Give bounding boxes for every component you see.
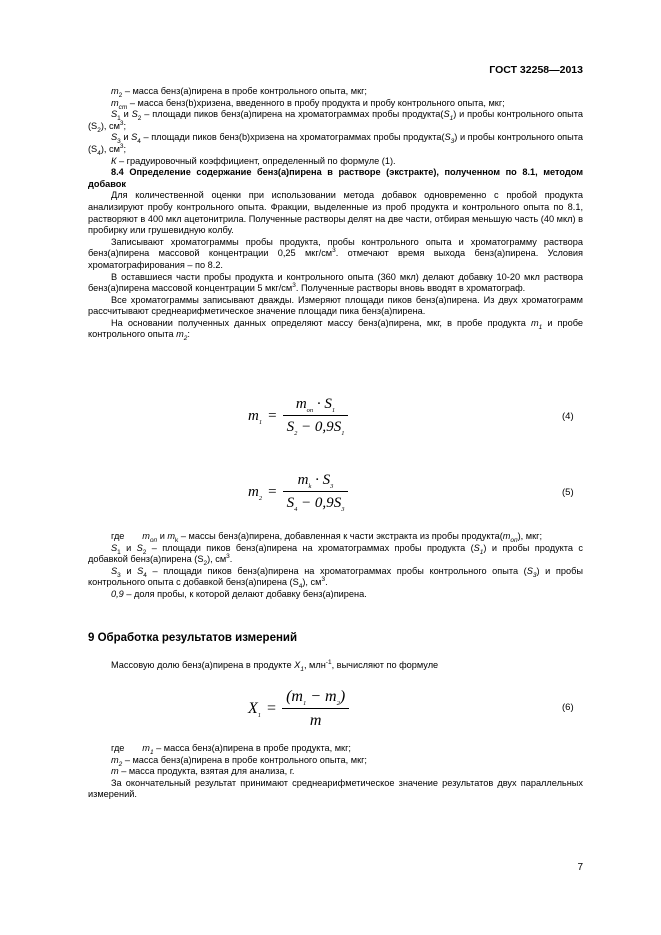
section-9-title: 9 Обработка результатов измерений <box>88 632 298 644</box>
formula-4-expression: $m_1$ = $\frac{m_{оп} \cdot S_1}{S_2 - 0,9S_1}$ <box>248 396 348 436</box>
def-k: К – градуировочный коэффициент, определенный по формуле (1). <box>111 155 396 166</box>
text-block-top <box>88 86 583 341</box>
heading-8-4: 8.4 Определение содержание бенз(а)пирена в растворе (экстракте), полученном по 8.1, методом добавок <box>88 167 583 189</box>
formula-4-lhs: $m_1$ <box>248 407 263 426</box>
formula-6-number: (6) <box>562 702 574 713</box>
where-m: m – масса продукта, взятая для анализа, г. <box>111 766 295 777</box>
para-twice: Все хроматограммы записывают дважды. Измеряют площади пиков бенз(а)пирена. Из двух хроматограмм рассчитывают среднеарифметическое значение площади пика бенз(а)пирена. <box>88 294 583 317</box>
para-remaining: В оставшиеся части пробы продукта и контрольного опыта (360 мкл) делают добавку 10-20 мкл раствора бенз(а)пирена массовой концентрации 5 мкг/$см^3$. Полученные растворы вновь вводят в хроматограф. <box>88 271 583 294</box>
where-s3-s4: $S_3$ и $S_4$ – площади пиков бенз(а)пирена на хроматограммах пробы контрольного опыта $(S_3)$ и пробы контрольного опыта с добавкой бенз(а)пирена $(S_4)$, $см^3$. <box>88 565 583 591</box>
para-final-result: За окончательный результат принимают среднеарифметическое значение результатов двух параллельных измерений. <box>88 777 583 800</box>
formula-4-fraction: $\frac{m_{оп} \cdot S_1}{S_2 - 0,9S_1}$ <box>283 396 349 436</box>
formula-6-lhs: $X_1$ <box>248 700 262 720</box>
where-m2: $m_2$ – масса бенз(а)пирена в пробе контрольного опыта, мкг; <box>111 754 367 768</box>
formula-6-fraction: $\frac{(m_1 - m_2)}{m}$ <box>282 688 349 730</box>
para-chromatograms: Записывают хроматограммы пробы продукта, пробы контрольного опыта и хроматограмму раствора бенз(а)пирена массовой концентрации 0,25 мкг/$см^3$. отмечают время выхода бенз(а)пирена. Условия хроматографирования – по 8.2. <box>88 236 584 270</box>
section-9-where <box>88 743 583 801</box>
def-s3-s4: $S_3$ и $S_4$ – площади пиков бенз(b)хризена на хроматограммах пробы $продукта(S_3)$ и пробы контрольного опыта $(S_4)$, $см^3$; <box>88 132 583 157</box>
def-s1-s2: $S_1$ и $S_2$ – площади пиков бенз(а)пирена на хроматограммах пробы $продукта(S_1)$ и пробы контрольного опыта $(S_2)$, $см^3$; <box>88 109 583 134</box>
formula-4-number: (4) <box>562 411 574 422</box>
formula-5-number: (5) <box>562 487 574 498</box>
standard-number: ГОСТ 32258—2013 <box>489 64 583 76</box>
para-based-on: На основании полученных данных определяют массу бенз(а)пирена, мкг, в пробе продукта $m_1$ и пробе контрольного опыта $m_2$: <box>88 317 583 343</box>
formula-5-lhs: $m_2$ <box>248 483 263 502</box>
where-m1: где $m_1$ – масса бенз(а)пирена в пробе продукта, мкг; <box>111 743 351 756</box>
section-9-intro: Массовую долю бенз(а)пирена в продукте $X_1$, млн$^{-1}$, вычисляют по формуле <box>111 658 439 673</box>
def-mcm: $m_{cm}$ – масса бенз(b)хризена, введенного в пробу продукта и пробу контрольного опыта, мкг; <box>111 97 505 111</box>
formula-5-fraction: $\frac{m_k \cdot S_3}{S_4 - 0,9S_3}$ <box>283 472 349 512</box>
where-s1-s2: $S_1$ и $S_2$ – площади пиков бенз(а)пирена на хроматограммах пробы продукта $(S_1)$ и пробы продукта с добавкой бенз(а)пирена $(S_2)$, $см^3$. <box>88 542 583 568</box>
page-number: 7 <box>577 862 583 873</box>
where-0-9: 0,9 – доля пробы, к которой делают добавку бенз(а)пирена. <box>111 588 367 599</box>
where-mon-mk: где $m_{оп}$ и $m_k$ – массы бенз(а)пирена, добавленная к части экстракта из пробы $продукта(m_{оп})$, мкг; <box>111 531 543 544</box>
formula-6-expression: $X_1$ = $\frac{(m_1 - m_2)}{m}$ <box>248 688 349 730</box>
formula-5-expression: $m_2$ = $\frac{m_k \cdot S_3}{S_4 - 0,9S_3}$ <box>248 472 348 512</box>
para-addition-method: Для количественной оценки при использовании метода добавок одновременно с пробой продукта анализируют пробу контрольного опыта. Фракции, выделенные из проб продукта и контрольного опыта по 8.1, растворяют в 400 мкл ацетонитрила. Полученные растворы делят на две части, отбирая меньшую часть (40 мкл) в пробирку или грушевидную колбу. <box>88 190 583 236</box>
def-m2: $m_2$ – масса бенз(а)пирена в пробе контрольного опыта, мкг; <box>111 86 367 99</box>
text-block-where <box>88 531 583 601</box>
